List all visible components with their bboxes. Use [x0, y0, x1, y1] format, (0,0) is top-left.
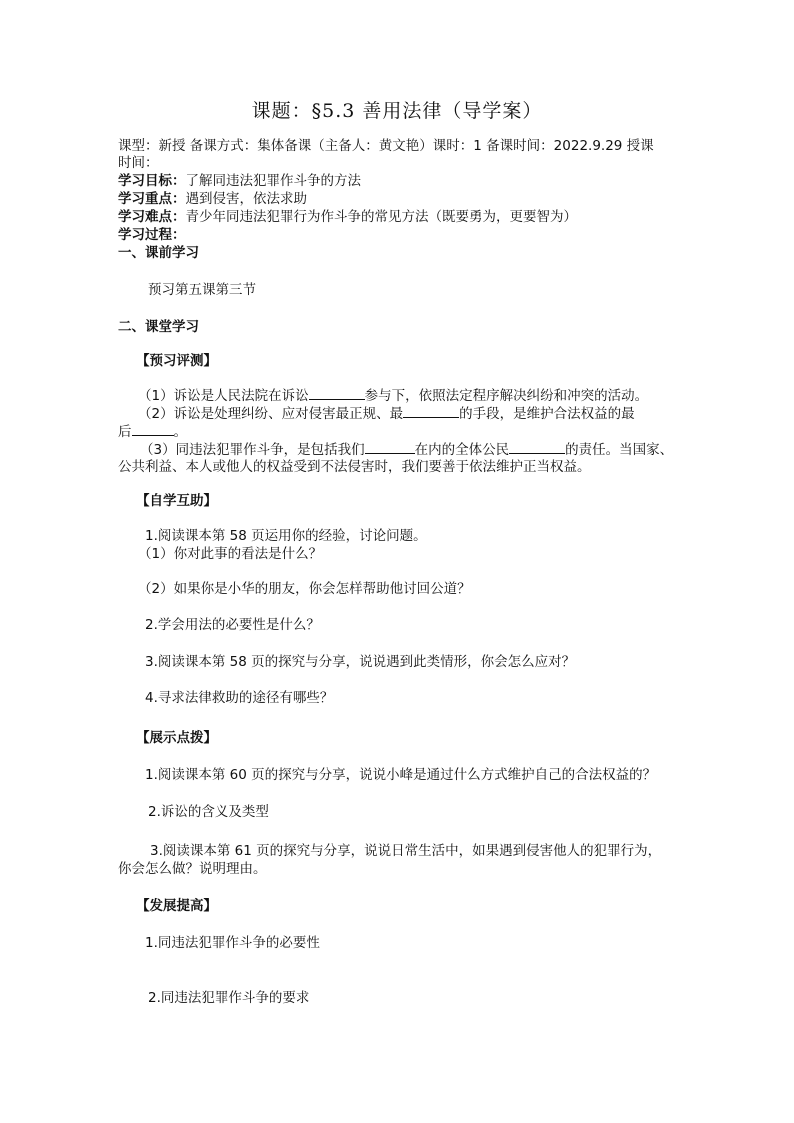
self-study-item-1-2: （2）如果你是小华的朋友，你会怎样帮助他讨回公道？	[138, 581, 471, 597]
page-title: 课题：§5.3 善用法律（导学案）	[251, 100, 543, 122]
difficulty-text: 青少年同违法犯罪行为作斗争的常见方法（既要勇为，更要智为）	[185, 209, 577, 225]
preview-question-3-continued: 公共利益、本人或他人的权益受到不法侵害时，我们要善于依法维护正当权益。	[118, 459, 591, 475]
display-item-3: 3.阅读课本第 61 页的探究与分享，说说日常生活中，如果遇到侵害他人的犯罪行为，	[150, 843, 662, 859]
difficulty-label: 学习难点：	[118, 209, 186, 225]
self-study-item-1-1: （1）你对此事的看法是什么？	[138, 546, 323, 562]
preview-question-2-continued	[118, 422, 187, 441]
display-guidance-heading: 【展示点拨】	[136, 730, 217, 746]
self-study-heading: 【自学互助】	[136, 493, 217, 509]
q2-part-c: 后	[118, 424, 132, 440]
q1-part-b: 参与下，依照法定程序解决纠纷和冲突的活动。	[364, 388, 649, 404]
display-item-2: 2.诉讼的含义及类型	[148, 804, 269, 820]
preview-question-1	[138, 386, 648, 405]
learning-goal	[118, 172, 361, 190]
q2-part-a: （2）诉讼是处理纠纷、应对侵害最正规、最	[138, 406, 404, 422]
q2-part-d: 。	[173, 424, 187, 440]
preview-question-3	[140, 440, 673, 459]
lesson-meta-line: 课型：新授 备课方式：集体备课（主备人：黄文艳）课时：1 备课时间：2022.9.29 授课	[118, 138, 654, 154]
key-point-label: 学习重点：	[118, 191, 186, 207]
display-item-3-continued: 你会怎么做？说明理由。	[118, 861, 267, 877]
learning-difficulty	[118, 208, 577, 226]
section-classroom-heading: 二、课堂学习	[118, 319, 199, 335]
fill-blank[interactable]	[403, 404, 459, 418]
learning-key-point	[118, 190, 307, 208]
development-item-1: 1.同违法犯罪作斗争的必要性	[145, 935, 320, 951]
fill-blank[interactable]	[132, 422, 174, 436]
learning-process-label: 学习过程：	[118, 227, 186, 243]
self-study-item-2: 2.学会用法的必要性是什么？	[145, 617, 320, 633]
self-study-item-3: 3.阅读课本第 58 页的探究与分享，说说遇到此类情形，你会怎么应对？	[145, 654, 576, 670]
lesson-meta-line-continued: 时间：	[118, 155, 159, 171]
preview-test-heading: 【预习评测】	[136, 353, 217, 369]
fill-blank[interactable]	[309, 386, 365, 400]
display-item-1: 1.阅读课本第 60 页的探究与分享，说说小峰是通过什么方式维护自己的合法权益的？	[145, 767, 657, 783]
pre-class-text: 预习第五课第三节	[148, 282, 256, 298]
self-study-item-1: 1.阅读课本第 58 页运用你的经验，讨论问题。	[145, 528, 427, 544]
development-item-2: 2.同违法犯罪作斗争的要求	[148, 990, 310, 1006]
q2-part-b: 的手段，是维护合法权益的最	[459, 406, 635, 422]
q3-part-c: 的责任。当国家、	[565, 442, 674, 458]
learning-goal-label: 学习目标：	[118, 173, 186, 189]
q1-part-a: （1）诉讼是人民法院在诉讼	[138, 388, 309, 404]
q3-part-a: （3）同违法犯罪作斗争，是包括我们	[140, 442, 365, 458]
fill-blank[interactable]	[365, 440, 415, 454]
key-point-text: 遇到侵害，依法求助	[185, 191, 307, 207]
q3-part-b: 在内的全体公民	[414, 442, 510, 458]
preview-question-2	[138, 404, 635, 423]
self-study-item-4: 4.寻求法律救助的途径有哪些？	[145, 690, 334, 706]
development-heading: 【发展提高】	[136, 898, 217, 914]
section-pre-class-heading: 一、课前学习	[118, 245, 199, 261]
learning-goal-text: 了解同违法犯罪作斗争的方法	[185, 173, 361, 189]
fill-blank[interactable]	[509, 440, 565, 454]
